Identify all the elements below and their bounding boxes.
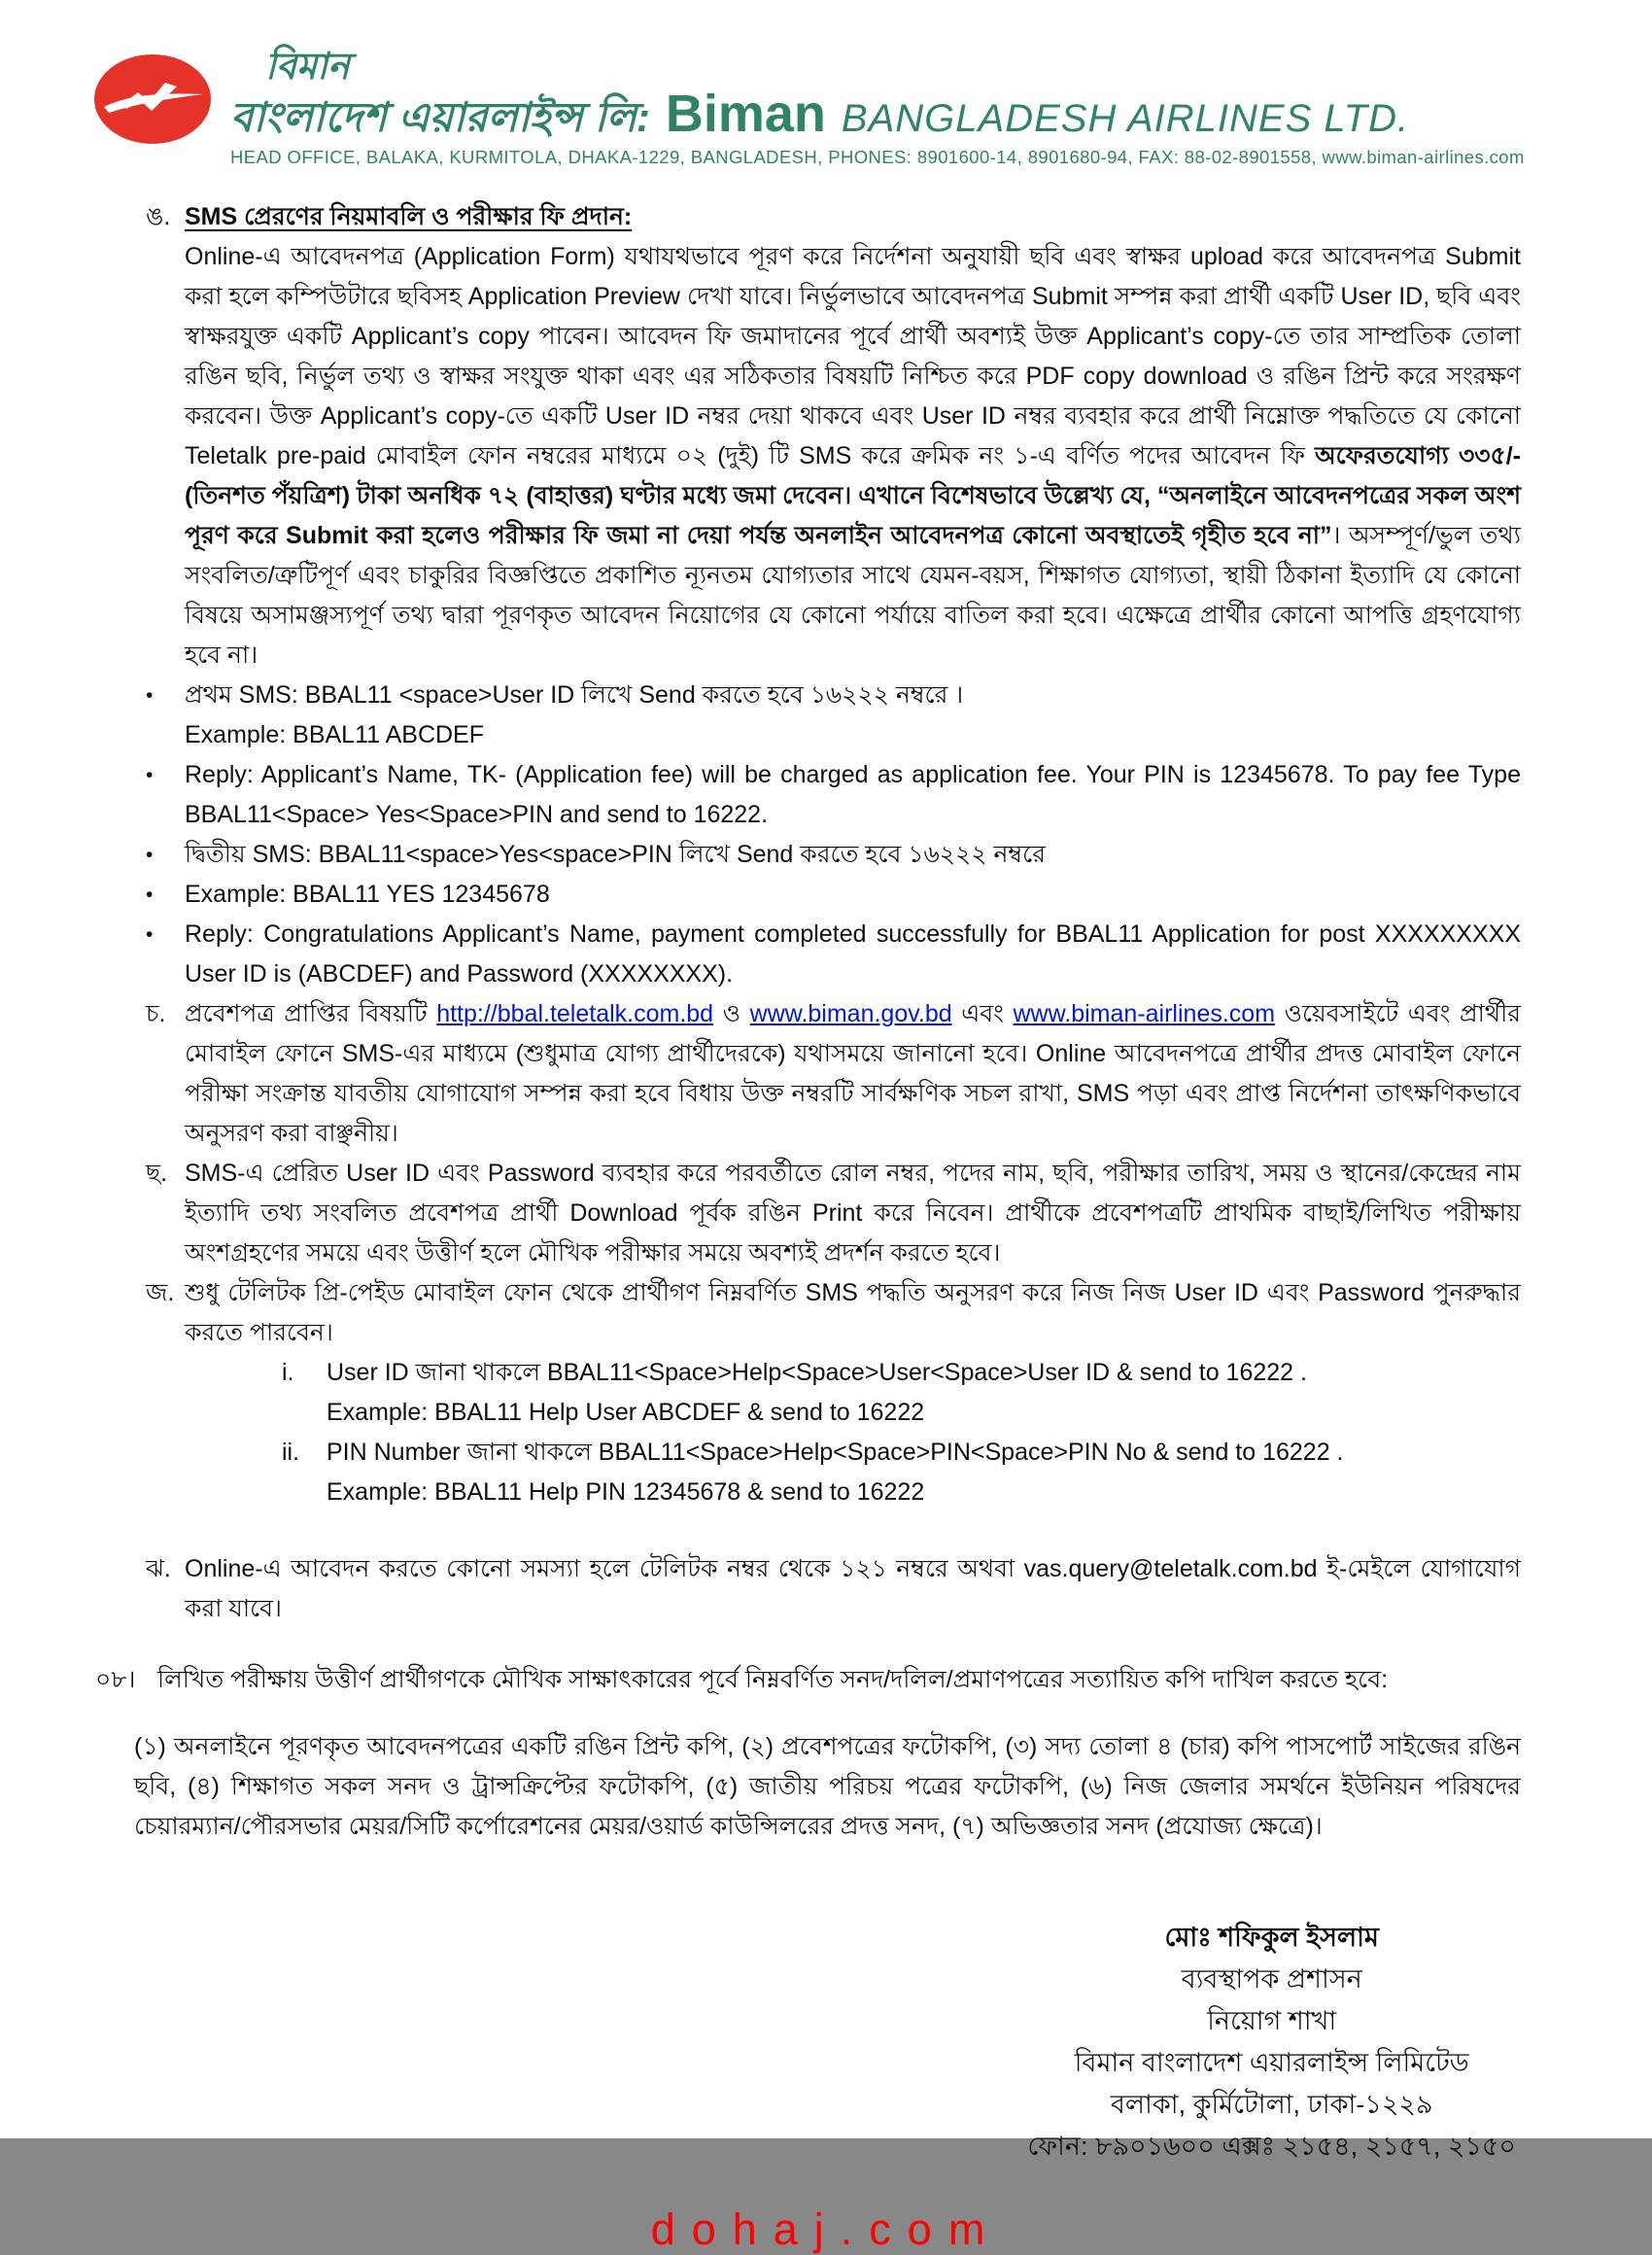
text-line <box>185 237 1521 676</box>
item-label: ০৮। <box>95 1665 136 1693</box>
biman-logo-icon <box>92 52 213 151</box>
item-label: ঙ. <box>146 202 171 230</box>
item-text <box>157 1660 1521 1700</box>
text-line <box>157 1660 1521 1700</box>
text-segment: এবং <box>951 999 1014 1027</box>
text-segment: Example: BBAL11 YES 12345678 <box>185 880 550 908</box>
text-segment: ওয়েবসাইটে এবং প্রার্থীর মোবাইল ফোনে SMS-এর মাধ্যমে (শুধুমাত্র যোগ্য প্রার্থীদেরকে) যথাসময়ে জানানো হবে। Online আবেদনপত্রে প্রার্থীর প্রদত্ত মোবাইল ফোনে পরীক্ষা সংক্রান্ত যাবতীয় যোগাযোগ সম্পন্ন করা হবে বিধায় উক্ত নম্বরটি সার্বক্ষণিক সচল রাখা, SMS পড়া এবং প্রাপ্ত নির্দেশনা তাৎক্ষণিকভাবে অনুসরণ করা বাঞ্ছনীয়। <box>185 999 1521 1147</box>
text-segment: SMS-এ প্রেরিত User ID এবং Password ব্যবহার করে পরবর্তীতে রোল নম্বর, পদের নাম, ছবি, পরীক্ষার তারিখ, সময় ও স্থানের/কেন্দ্রের নাম ইত্যাদি তথ্য সংবলিত প্রবেশপত্র প্রার্থী Download পূর্বক রঙিন Print করে নিবেন। প্রার্থীকে প্রবেশপত্রটি প্রাথমিক বাছাই/লিখিত পরীক্ষায় অংশগ্রহণের সময়ে এবং উত্তীর্ণ হলে মৌখিক পরীক্ষার সময়ে অবশ্যই প্রদর্শন করতে হবে। <box>185 1159 1521 1266</box>
text-line <box>185 1273 1521 1353</box>
text-segment: (১) অনলাইনে পূরণকৃত আবেদনপত্রের একটি রঙিন প্রিন্ট কপি, (২) প্রবেশপত্রের ফটোকপি, (৩) সদ্য তোলা ৪ (চার) কপি পাসপোর্ট সাইজের রঙিন ছবি, (৪) শিক্ষাগত সকল সনদ ও ট্রান্সক্রিপ্টের ফটোকপি, (৫) জাতীয় পরিচয় পত্রের ফটোকপি, (৬) নিজ জেলার সমর্থনে ইউনিয়ন পরিষদের চেয়ারম্যান/পৌরসভার মেয়র/সিটি কর্পোরেশনের মেয়র/ওয়ার্ড কাউন্সিলরের প্রদত্ত সনদ, (৭) অভিজ্ঞতার সনদ (প্রযোজ্য ক্ষেত্রে)। <box>134 1732 1521 1840</box>
head-office-address: HEAD OFFICE, BALAKA, KURMITOLA, DHAKA-1229, BANGLADESH, PHONES: 8901600-14, 8901680-94, FAX: 88-02-8901558, www.biman-airlines.com <box>230 146 1525 167</box>
text-line <box>185 755 1521 835</box>
text-segment: Example: BBAL11 Help User ABCDEF & send to 16222 <box>327 1398 925 1426</box>
text-line <box>327 1433 1521 1473</box>
hyperlink[interactable]: www.biman.gov.bd <box>749 999 952 1027</box>
text-segment: দ্বিতীয় SMS: BBAL11<space>Yes<space>PIN লিখে Send করতে হবে ১৬২২২ নম্বরে <box>185 840 1046 868</box>
item-text <box>185 835 1521 875</box>
item-text <box>185 1154 1521 1273</box>
item-label: ছ. <box>146 1159 168 1187</box>
bullet-reply-second <box>146 915 1521 994</box>
item-text <box>185 676 1521 755</box>
help-user-id <box>146 1353 1521 1433</box>
text-line <box>327 1353 1521 1393</box>
text-segment: Reply: Congratulations Applicant’s Name, payment completed successfully for BBAL11 Application for post XXXXXXXXX User ID is (ABCDEF) and Password (XXXXXXXX). <box>185 919 1521 988</box>
item-label: চ. <box>146 999 166 1027</box>
bullet-marker: • <box>146 843 154 866</box>
text-segment: প্রবেশপত্র প্রাপ্তির বিষয়টি <box>185 999 437 1027</box>
brand-suffix: BANGLADESH AIRLINES LTD. <box>841 96 1410 140</box>
signature-line: নিয়োগ শাখা <box>1207 2005 1337 2035</box>
item-text <box>327 1353 1521 1433</box>
text-line <box>185 994 1521 1154</box>
bullet-marker: • <box>146 922 154 946</box>
text-segment: User ID জানা থাকলে BBAL11<Space>Help<Space>User<Space>User ID & send to 16222 . <box>327 1358 1307 1386</box>
hyperlink[interactable]: http://bbal.teletalk.com.bd <box>436 999 714 1027</box>
help-pin <box>146 1433 1521 1512</box>
text-segment: PIN Number জানা থাকলে BBAL11<Space>Help<Space>PIN<Space>PIN No & send to 16222 . <box>327 1438 1344 1466</box>
bullet-marker: • <box>146 763 154 786</box>
brand-name: Biman <box>665 84 826 143</box>
text-segment: প্রথম SMS: BBAL11 <space>User ID লিখে Send করতে হবে ১৬২২২ নম্বরে । <box>185 680 964 709</box>
bullet-marker: • <box>146 683 154 707</box>
section-recover-credentials <box>146 1273 1521 1353</box>
section-download-print <box>146 1154 1521 1273</box>
text-segment: Online-এ আবেদন করতে কোনো সমস্যা হলে টেলিটক নম্বর থেকে ১২১ নম্বরে অথবা vas.query@teletalk.com.bd ই-মেইলে যোগাযোগ করা যাবে। <box>185 1554 1521 1622</box>
text-segment: Example: BBAL11 ABCDEF <box>185 720 485 748</box>
text-segment: লিখিত পরীক্ষায় উত্তীর্ণ প্রার্থীগণকে মৌখিক সাক্ষাৎকারের পূর্বে নিম্নবর্ণিত সনদ/দলিল/প্রমাণপত্রের সত্যায়িত কপি দাখিল করতে হবে: <box>157 1665 1389 1693</box>
item-text <box>327 1433 1521 1512</box>
text-line <box>327 1393 1521 1433</box>
item-text <box>185 1549 1521 1629</box>
signature-line: ফোন: ৮৯০১৬০০ এক্সঃ ২১৫৪, ২১৫৭, ২১৫০ <box>1027 2131 1516 2161</box>
signature-line: বলাকা, কুর্মিটোলা, ঢাকা-১২২৯ <box>1110 2089 1433 2119</box>
item-text <box>185 755 1521 835</box>
item-label: ঝ. <box>146 1554 171 1582</box>
text-line <box>185 676 1521 715</box>
signature-block <box>1027 1917 1516 2168</box>
signature-area <box>0 1917 1516 2168</box>
text-line <box>185 715 1521 755</box>
section-support <box>146 1549 1521 1629</box>
text-segment: শুধু টেলিটক প্রি-পেইড মোবাইল ফোন থেকে প্রার্থীগণ নিম্নবর্ণিত SMS পদ্ধতি অনুসরণ করে নিজ নিজ User ID এবং Password পুনরুদ্ধার করতে পারবেন। <box>185 1278 1521 1346</box>
item-label: i. <box>282 1358 294 1386</box>
item-text <box>185 875 1521 915</box>
text-segment: Reply: Applicant’s Name, TK- (Application fee) will be charged as application fee. Your PIN is 12345678. To pay fee Type BBAL11<Space> Yes<Space>PIN and send to 16222. <box>185 760 1521 828</box>
section-08-documents <box>95 1660 1521 1700</box>
documents-list-paragraph <box>134 1727 1521 1847</box>
signature-line: ব্যবস্থাপক প্রশাসন <box>1181 1963 1362 1994</box>
item-text <box>185 237 1521 676</box>
text-line <box>185 1549 1521 1629</box>
bullet-first-sms <box>146 676 1521 755</box>
item-text <box>185 915 1521 994</box>
section-admit-card <box>146 994 1521 1154</box>
signature-line: মোঃ শফিকুল ইসলাম <box>1164 1922 1379 1952</box>
document-content <box>95 197 1521 1847</box>
letterhead-text <box>230 49 1525 168</box>
watermark: dohaj.com <box>650 2203 1002 2254</box>
bullet-example-second <box>146 875 1521 915</box>
text-line <box>185 875 1521 915</box>
text-line <box>185 835 1521 875</box>
text-segment: অফেরতযোগ্য ৩৩৫/- (তিনশত পঁয়ত্রিশ) টাকা অনধিক ৭২ (বাহাত্তর) ঘণ্টার মধ্যে জমা দেবেন। এখানে বিশেষভাবে উল্লেখ্য যে, “অনলাইনে আবেদনপত্রের সকল অংশ পূরণ করে Submit করা হলেও পরীক্ষার ফি জমা না দেয়া পর্যন্ত অনলাইন আবেদনপত্র কোনো অবস্থাতেই গৃহীত হবে না” <box>185 441 1521 549</box>
text-segment: । অসম্পূর্ণ/ভুল তথ্য সংবলিত/ত্রুটিপূর্ণ এবং চাকুরির বিজ্ঞপ্তিতে প্রকাশিত ন্যূনতম যোগ্যতার সাথে যেমন-বয়স, শিক্ষাগত যোগ্যতা, স্থায়ী ঠিকানা ইত্যাদি যে কোনো বিষয়ে অসামঞ্জস্যপূর্ণ তথ্য দ্বারা পূরণকৃত আবেদন নিয়োগের যে কোনো পর্যায়ে বাতিল করা হবে। এক্ষেত্রে প্রার্থীর কোনো আপত্তি গ্রহণযোগ্য হবে না। <box>185 521 1521 669</box>
sms-rules-paragraph <box>146 237 1521 676</box>
logo-bengali-line1: বিমান <box>265 47 350 87</box>
text-line <box>185 197 1521 237</box>
letterhead <box>0 0 1652 168</box>
text-line <box>185 1154 1521 1273</box>
brand-row <box>230 84 1525 143</box>
item-label: ii. <box>282 1438 300 1466</box>
text-line <box>327 1473 1521 1512</box>
hyperlink[interactable]: www.biman-airlines.com <box>1013 999 1276 1027</box>
signature-line: বিমান বাংলাদেশ এয়ারলাইন্স লিমিটেড <box>1074 2047 1469 2077</box>
bullet-marker: • <box>146 883 154 906</box>
bullet-reply-first <box>146 755 1521 835</box>
text-segment: ও <box>713 999 750 1027</box>
logo-bengali-line2: বাংলাদেশ এয়ারলাইন্স লি: <box>230 93 650 140</box>
text-segment: SMS প্রেরণের নিয়মাবলি ও পরীক্ষার ফি প্রদান: <box>185 202 633 230</box>
item-label: জ. <box>146 1278 175 1306</box>
item-text <box>185 197 1521 237</box>
bullet-second-sms <box>146 835 1521 875</box>
text-line <box>185 915 1521 994</box>
section-heading-sms-rules <box>146 197 1521 237</box>
text-line <box>134 1727 1521 1847</box>
item-text <box>185 994 1521 1154</box>
item-text <box>134 1727 1521 1847</box>
text-segment: Example: BBAL11 Help PIN 12345678 & send to 16222 <box>327 1477 925 1506</box>
item-text <box>185 1273 1521 1353</box>
text-segment: Online-এ আবেদনপত্র (Application Form) যথাযথভাবে পূরণ করে নির্দেশনা অনুযায়ী ছবি এবং স্বাক্ষর upload করে আবেদনপত্র Submit করা হলে কম্পিউটারে ছবিসহ Application Preview দেখা যাবে। নির্ভুলভাবে আবেদনপত্র Submit সম্পন্ন করা প্রার্থী একটি User ID, ছবি এবং স্বাক্ষরযুক্ত একটি Applicant’s copy পাবেন। আবেদন ফি জমাদানের পূর্বে প্রার্থী অবশ্যই উক্ত Applicant’s copy-তে তার সাম্প্রতিক তোলা রঙিন ছবি, নির্ভুল তথ্য ও স্বাক্ষর সংযুক্ত থাকা এবং এর সঠিকতার বিষয়টি নিশ্চিত করে PDF copy download ও রঙিন প্রিন্ট করে সংরক্ষণ করবেন। উক্ত Applicant’s copy-তে একটি User ID নম্বর দেয়া থাকবে এবং User ID নম্বর ব্যবহার করে প্রার্থী নিম্নোক্ত পদ্ধতিতে যে কোনো Teletalk pre-paid মোবাইল ফোন নম্বরের মাধ্যমে ০২ (দুই) টি SMS করে ক্রমিক নং ১-এ বর্ণিত পদের আবেদন ফি <box>185 242 1521 469</box>
